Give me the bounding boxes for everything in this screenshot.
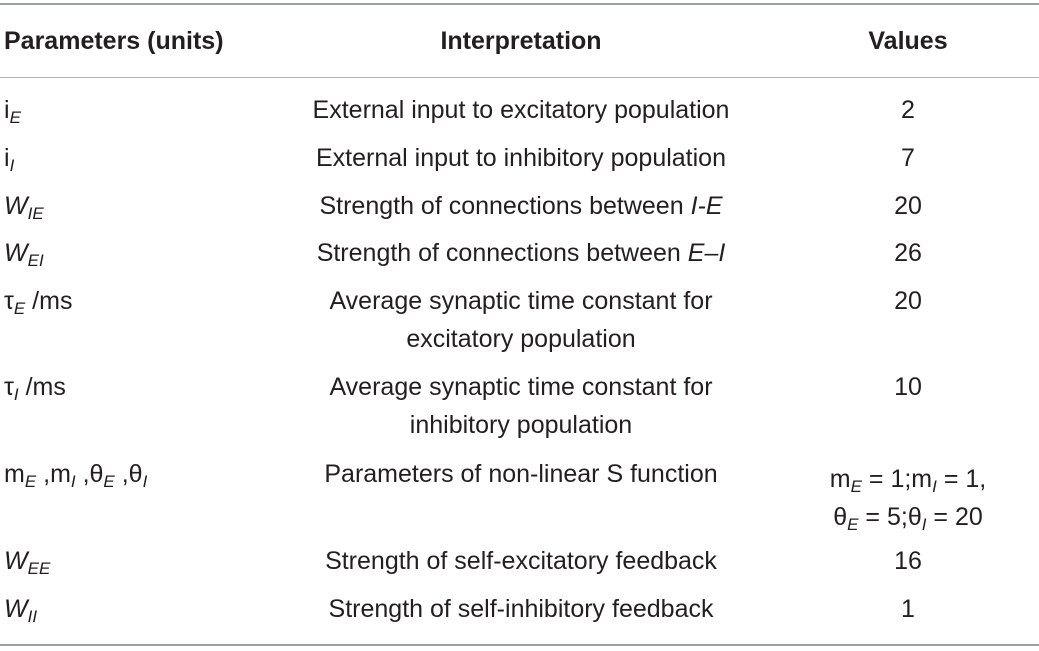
value-line-1 (830, 460, 986, 498)
table-row-value: 20 (894, 287, 922, 315)
param-subscript: I (13, 385, 19, 404)
interp-line-1: Average synaptic time constant for (329, 373, 713, 401)
table-row-interpretation: Strength of self-inhibitory feedback (328, 595, 714, 623)
table-row-interpretation (329, 282, 712, 358)
interp-italic: I-E (690, 192, 723, 220)
param-subscript: I (142, 472, 148, 491)
value-symbol: θ (833, 503, 848, 531)
value-subscript: E (850, 477, 862, 496)
value-subscript: E (847, 515, 859, 534)
param-subscript: EI (27, 251, 44, 270)
param-symbol: W (4, 547, 28, 575)
param-symbol: ,m (36, 460, 71, 488)
param-symbol: W (4, 239, 28, 267)
table-row-value: 10 (894, 373, 922, 401)
header-parameters: Parameters (units) (4, 27, 224, 55)
table-row-param (4, 590, 37, 628)
interp-italic: E–I (687, 239, 726, 267)
interp-line-2: excitatory population (406, 325, 636, 353)
table-row-interpretation: Parameters of non-linear S function (324, 460, 718, 488)
param-symbol: τ (4, 373, 14, 401)
table-row-value: 1 (901, 595, 915, 623)
param-symbol: i (4, 96, 10, 124)
interp-text: Strength of connections between (319, 192, 691, 220)
param-symbol: m (4, 460, 25, 488)
param-subscript: E (13, 299, 26, 318)
table-row-value: 20 (894, 192, 922, 220)
table-bottom-rule (0, 644, 1039, 646)
param-subscript: I (9, 156, 15, 175)
value-text: = 1;m (861, 465, 933, 493)
table-row-interpretation (319, 187, 722, 225)
param-symbol: τ (4, 287, 14, 315)
value-subscript: I (921, 515, 927, 534)
param-subscript: IE (27, 204, 44, 223)
table-row-interpretation: External input to inhibitory population (316, 144, 726, 172)
param-subscript: E (103, 472, 115, 491)
param-subscript: II (27, 607, 38, 626)
table-row-interpretation: External input to excitatory population (312, 96, 730, 124)
table-row-value: 16 (894, 547, 922, 575)
value-subscript: I (932, 477, 937, 496)
value-symbol: m (829, 465, 851, 493)
header-rule (0, 77, 1039, 78)
value-text: = 1, (936, 465, 987, 493)
value-text: = 20 (926, 503, 983, 531)
table-row-param (4, 368, 66, 406)
header-interpretation: Interpretation (440, 27, 602, 55)
table-row-param (4, 139, 14, 177)
param-symbol: W (4, 595, 28, 623)
table-row-param (4, 187, 44, 225)
table-row-param (4, 234, 44, 272)
header-values: Values (868, 27, 948, 55)
table-row-param (4, 91, 21, 129)
param-symbol: ,θ (75, 460, 104, 488)
param-subscript: E (24, 472, 37, 491)
param-unit: /ms (18, 373, 66, 401)
value-line-2 (830, 498, 986, 536)
param-symbol: W (4, 192, 28, 220)
param-subscript: I (70, 472, 76, 491)
interp-line-1: Average synaptic time constant for (329, 287, 713, 315)
interp-text: Strength of connections between (316, 239, 688, 267)
table-row-param (4, 455, 147, 493)
param-subscript: EE (27, 559, 51, 578)
table-row-param (4, 542, 50, 580)
value-text: = 5;θ (858, 503, 922, 531)
table-row-param (4, 282, 72, 320)
table-top-rule (0, 3, 1039, 5)
param-subscript: E (9, 108, 21, 127)
interp-line-2: inhibitory population (409, 411, 633, 439)
param-symbol: ,θ (114, 460, 143, 488)
param-unit: /ms (25, 287, 73, 315)
table-row-value: 2 (901, 96, 915, 124)
table-row-interpretation: Strength of self-excitatory feedback (325, 547, 717, 575)
table-row-value (830, 460, 986, 536)
table-row-value: 7 (901, 144, 915, 172)
param-symbol: i (4, 144, 10, 172)
table-row-value: 26 (894, 239, 922, 267)
table-row-interpretation (317, 234, 726, 272)
table-row-interpretation (329, 368, 712, 444)
